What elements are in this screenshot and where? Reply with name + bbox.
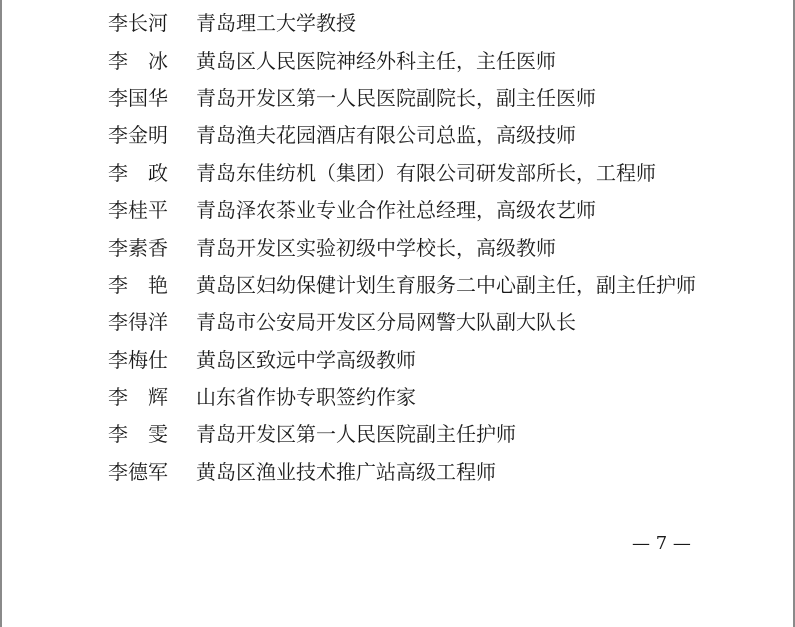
person-title: 山东省作协专职签约作家 [196,385,416,410]
person-name: 李国华 [108,85,168,110]
person-title: 青岛开发区第一人民医院副主任护师 [196,422,516,447]
person-name: 李 政 [108,160,168,185]
roster-list [108,3,768,489]
roster-row [108,153,768,190]
person-title: 青岛东佳纺机（集团）有限公司研发部所长，工程师 [196,160,656,185]
roster-row [108,115,768,152]
roster-row [108,78,768,115]
person-title: 黄岛区人民医院神经外科主任，主任医师 [196,48,556,73]
person-title: 黄岛区致远中学高级教师 [196,347,416,372]
person-name: 李 雯 [108,422,168,447]
person-name: 李 艳 [108,272,168,297]
person-name: 李桂平 [108,198,168,223]
person-name: 李德军 [108,459,168,484]
person-title: 青岛泽农茶业专业合作社总经理，高级农艺师 [196,198,596,223]
person-title: 青岛市公安局开发区分局网警大队副大队长 [196,310,576,335]
person-title: 青岛开发区实验初级中学校长，高级教师 [196,235,556,260]
roster-row [108,227,768,264]
person-name: 李梅仕 [108,347,168,372]
person-title: 青岛渔夫花园酒店有限公司总监，高级技师 [196,123,576,148]
roster-row [108,340,768,377]
person-name: 李素香 [108,235,168,260]
page-left-edge [0,0,2,627]
roster-row [108,414,768,451]
person-title: 黄岛区妇幼保健计划生育服务二中心副主任，副主任护师 [196,272,696,297]
roster-row [108,452,768,489]
roster-row [108,265,768,302]
person-name: 李 辉 [108,385,168,410]
page-number: — 7 — [632,533,691,554]
roster-row [108,3,768,40]
person-name: 李金明 [108,123,168,148]
person-name: 李 冰 [108,48,168,73]
person-name: 李长河 [108,11,168,36]
roster-row [108,377,768,414]
roster-row [108,190,768,227]
roster-row [108,302,768,339]
person-title: 黄岛区渔业技术推广站高级工程师 [196,459,496,484]
person-name: 李得洋 [108,310,168,335]
roster-row [108,40,768,77]
person-title: 青岛理工大学教授 [196,11,356,36]
person-title: 青岛开发区第一人民医院副院长，副主任医师 [196,85,596,110]
